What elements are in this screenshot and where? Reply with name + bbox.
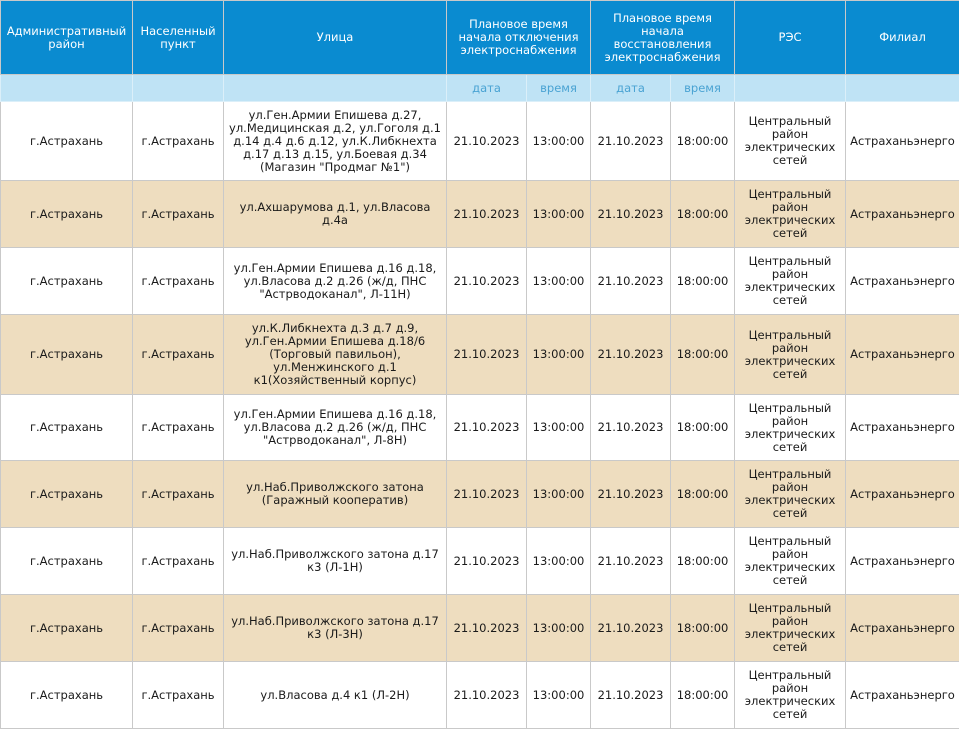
row-outage-date: 21.10.2023 xyxy=(447,595,527,662)
table-row xyxy=(1,395,959,461)
row-res: Центральный район электрических сетей xyxy=(735,181,846,248)
row-branch: Астраханьэнерго xyxy=(846,461,959,528)
table-header xyxy=(1,1,959,102)
table-row xyxy=(1,595,959,662)
row-district: г.Астрахань xyxy=(1,595,133,662)
row-outage-date: 21.10.2023 xyxy=(447,528,527,595)
row-district: г.Астрахань xyxy=(1,102,133,181)
col-res: РЭС xyxy=(735,1,846,75)
row-res: Центральный район электрических сетей xyxy=(735,662,846,729)
row-outage-date: 21.10.2023 xyxy=(447,461,527,528)
row-street: ул.Власова д.4 к1 (Л-2Н) xyxy=(224,662,447,729)
row-restore-date: 21.10.2023 xyxy=(591,528,671,595)
row-settlement: г.Астрахань xyxy=(133,528,224,595)
row-outage-time: 13:00:00 xyxy=(527,248,591,315)
row-outage-time: 13:00:00 xyxy=(527,395,591,461)
row-res: Центральный район электрических сетей xyxy=(735,315,846,395)
row-settlement: г.Астрахань xyxy=(133,102,224,181)
row-res: Центральный район электрических сетей xyxy=(735,528,846,595)
table-row xyxy=(1,662,959,729)
row-outage-time: 13:00:00 xyxy=(527,595,591,662)
row-outage-time: 13:00:00 xyxy=(527,461,591,528)
row-district: г.Астрахань xyxy=(1,315,133,395)
row-restore-date: 21.10.2023 xyxy=(591,248,671,315)
row-res: Центральный район электрических сетей xyxy=(735,461,846,528)
row-street: ул.Наб.Приволжского затона д.17 к3 (Л-1Н) xyxy=(224,528,447,595)
row-district: г.Астрахань xyxy=(1,248,133,315)
row-restore-time: 18:00:00 xyxy=(671,461,735,528)
row-outage-date: 21.10.2023 xyxy=(447,181,527,248)
row-street: ул.Ген.Армии Епишева д.16 д.18, ул.Власова д.2 д.26 (ж/д, ПНС "Астрводоканал", Л-11Н) xyxy=(224,248,447,315)
row-settlement: г.Астрахань xyxy=(133,395,224,461)
row-restore-time: 18:00:00 xyxy=(671,595,735,662)
subheader-off-date: дата xyxy=(447,75,527,102)
row-street: ул.Ген.Армии Епишева д.16 д.18, ул.Власова д.2 д.26 (ж/д, ПНС "Астрводоканал", Л-8Н) xyxy=(224,395,447,461)
row-street: ул.Ахшарумова д.1, ул.Власова д.4а xyxy=(224,181,447,248)
row-restore-time: 18:00:00 xyxy=(671,315,735,395)
row-outage-time: 13:00:00 xyxy=(527,315,591,395)
row-outage-date: 21.10.2023 xyxy=(447,248,527,315)
row-restore-date: 21.10.2023 xyxy=(591,461,671,528)
subheader-blank xyxy=(224,75,447,102)
row-res: Центральный район электрических сетей xyxy=(735,595,846,662)
row-district: г.Астрахань xyxy=(1,528,133,595)
subheader-blank xyxy=(846,75,959,102)
table-row xyxy=(1,461,959,528)
col-outage-start: Плановое время начала отключения электроснабжения xyxy=(447,1,591,75)
row-restore-date: 21.10.2023 xyxy=(591,315,671,395)
col-settlement: Населенный пункт xyxy=(133,1,224,75)
row-outage-date: 21.10.2023 xyxy=(447,395,527,461)
row-street: ул.Ген.Армии Епишева д.27, ул.Медицинская д.2, ул.Гоголя д.1 д.14 д.4 д.6 д.12, ул.К.Либкнехта д.17 д.13 д.15, ул.Боевая д.34 (Магазин "Продмаг №1") xyxy=(224,102,447,181)
row-branch: Астраханьэнерго xyxy=(846,181,959,248)
row-restore-time: 18:00:00 xyxy=(671,395,735,461)
row-restore-date: 21.10.2023 xyxy=(591,595,671,662)
row-settlement: г.Астрахань xyxy=(133,461,224,528)
row-district: г.Астрахань xyxy=(1,395,133,461)
row-street: ул.Наб.Приволжского затона д.17 к3 (Л-3Н) xyxy=(224,595,447,662)
col-street: Улица xyxy=(224,1,447,75)
row-street: ул.Наб.Приволжского затона (Гаражный кооператив) xyxy=(224,461,447,528)
table-row xyxy=(1,528,959,595)
row-res: Центральный район электрических сетей xyxy=(735,248,846,315)
row-res: Центральный район электрических сетей xyxy=(735,395,846,461)
col-district: Административный район xyxy=(1,1,133,75)
subheader-blank xyxy=(133,75,224,102)
row-district: г.Астрахань xyxy=(1,461,133,528)
row-branch: Астраханьэнерго xyxy=(846,595,959,662)
row-restore-time: 18:00:00 xyxy=(671,248,735,315)
row-branch: Астраханьэнерго xyxy=(846,528,959,595)
row-restore-date: 21.10.2023 xyxy=(591,395,671,461)
row-branch: Астраханьэнерго xyxy=(846,662,959,729)
row-restore-date: 21.10.2023 xyxy=(591,662,671,729)
subheader-on-date: дата xyxy=(591,75,671,102)
row-outage-date: 21.10.2023 xyxy=(447,102,527,181)
row-settlement: г.Астрахань xyxy=(133,315,224,395)
row-outage-date: 21.10.2023 xyxy=(447,662,527,729)
subheader-off-time: время xyxy=(527,75,591,102)
row-branch: Астраханьэнерго xyxy=(846,395,959,461)
row-district: г.Астрахань xyxy=(1,181,133,248)
row-branch: Астраханьэнерго xyxy=(846,248,959,315)
row-district: г.Астрахань xyxy=(1,662,133,729)
row-settlement: г.Астрахань xyxy=(133,595,224,662)
row-settlement: г.Астрахань xyxy=(133,662,224,729)
subheader-on-time: время xyxy=(671,75,735,102)
table-row xyxy=(1,181,959,248)
col-branch: Филиал xyxy=(846,1,959,75)
row-outage-time: 13:00:00 xyxy=(527,662,591,729)
row-outage-date: 21.10.2023 xyxy=(447,315,527,395)
row-restore-time: 18:00:00 xyxy=(671,102,735,181)
row-outage-time: 13:00:00 xyxy=(527,181,591,248)
row-settlement: г.Астрахань xyxy=(133,181,224,248)
table-row xyxy=(1,102,959,181)
table-row xyxy=(1,315,959,395)
row-outage-time: 13:00:00 xyxy=(527,102,591,181)
row-restore-date: 21.10.2023 xyxy=(591,181,671,248)
row-settlement: г.Астрахань xyxy=(133,248,224,315)
subheader-blank xyxy=(1,75,133,102)
col-restore-start: Плановое время начала восстановления электроснабжения xyxy=(591,1,735,75)
row-outage-time: 13:00:00 xyxy=(527,528,591,595)
row-branch: Астраханьэнерго xyxy=(846,315,959,395)
row-restore-date: 21.10.2023 xyxy=(591,102,671,181)
row-restore-time: 18:00:00 xyxy=(671,662,735,729)
table-row xyxy=(1,248,959,315)
row-branch: Астраханьэнерго xyxy=(846,102,959,181)
row-restore-time: 18:00:00 xyxy=(671,181,735,248)
row-res: Центральный район электрических сетей xyxy=(735,102,846,181)
row-restore-time: 18:00:00 xyxy=(671,528,735,595)
table-body xyxy=(1,102,959,729)
subheader-blank xyxy=(735,75,846,102)
row-street: ул.К.Либкнехта д.3 д.7 д.9, ул.Ген.Армии Епишева д.18/6 (Торговый павильон), ул.Менжинского д.1 к1(Хозяйственный корпус) xyxy=(224,315,447,395)
